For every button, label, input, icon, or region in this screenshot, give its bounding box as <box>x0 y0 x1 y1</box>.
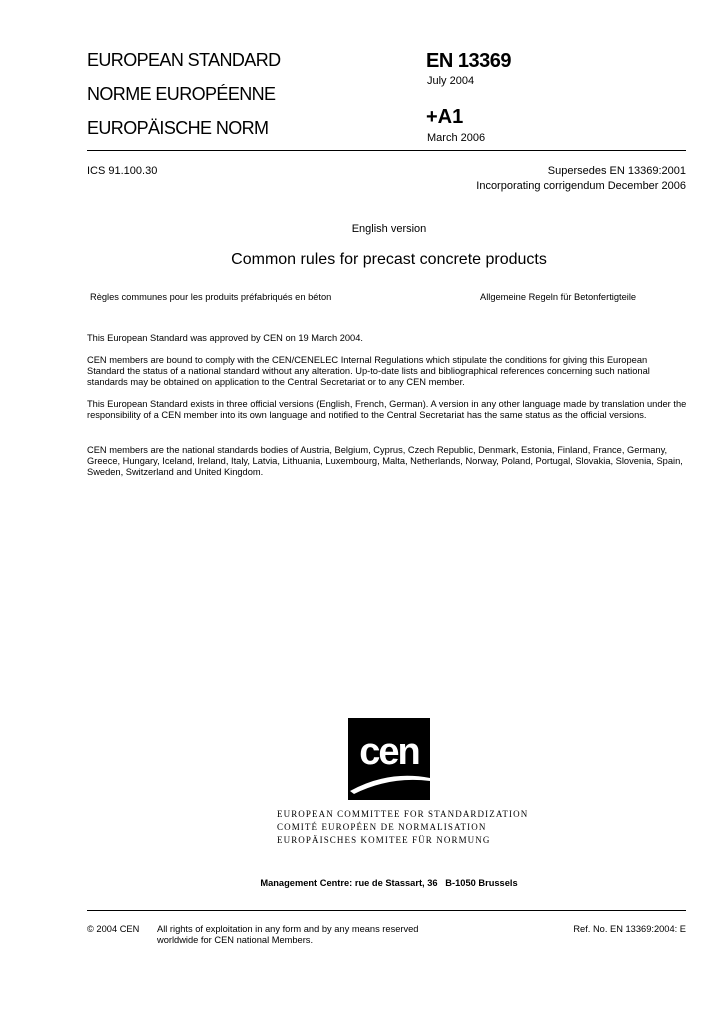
reference-number: Ref. No. EN 13369:2004: E <box>573 924 686 934</box>
supersedes-note: Supersedes EN 13369:2001 <box>547 165 686 177</box>
amendment-label: +A1 <box>426 106 464 128</box>
rights-line-2: worldwide for CEN national Members. <box>157 935 314 945</box>
committee-french: COMITÉ EUROPÉEN DE NORMALISATION <box>277 822 487 832</box>
members-paragraph: CEN members are the national standards bodies of Austria, Belgium, Cyprus, Czech Republic, Denmark, Estonia, Finland, France, Germany, Greece, Hungary, Iceland, Ireland, Italy, Latvia, Lithuania, Luxembourg, Malta, Netherlands, Norway, Poland, Portugal, Slovakia, Slovenia, Spain, Sweden, Switzerland and United Kingdom. <box>87 445 683 477</box>
german-title: Allgemeine Regeln für Betonfertigteile <box>480 292 637 302</box>
standard-date: July 2004 <box>427 75 475 87</box>
copyright: © 2004 CEN <box>87 924 140 934</box>
title-english: EUROPEAN STANDARD <box>87 50 281 70</box>
approval-paragraph: This European Standard was approved by CEN on 19 March 2004. <box>87 333 363 343</box>
cen-logo-text: cen <box>359 731 419 773</box>
ics-code: ICS 91.100.30 <box>87 165 158 177</box>
amendment-date: March 2006 <box>427 132 486 144</box>
version-label: English version <box>351 223 427 235</box>
committee-english: EUROPEAN COMMITTEE FOR STANDARDIZATION <box>277 809 529 819</box>
cen-logo <box>348 718 430 800</box>
standard-number: EN 13369 <box>426 50 511 72</box>
title-french: NORME EUROPÉENNE <box>87 84 276 104</box>
french-title: Règles communes pour les produits préfabriqués en béton <box>90 292 332 302</box>
footer-rule <box>87 910 686 911</box>
rights-line-1: All rights of exploitation in any form and by any means reserved <box>157 924 419 934</box>
versions-paragraph: This European Standard exists in three official versions (English, French, German). A version in any other language made by translation under the responsibility of a CEN member into its own language and notified to the Central Secretariat has the same status as the official versions. <box>87 399 687 420</box>
corrigendum-note: Incorporating corrigendum December 2006 <box>476 180 686 192</box>
header-rule <box>87 150 686 151</box>
title-german: EUROPÄISCHE NORM <box>87 118 269 138</box>
committee-german: EUROPÄISCHES KOMITEE FÜR NORMUNG <box>277 835 491 845</box>
management-centre: Management Centre: rue de Stassart, 36 B-1050 Brussels <box>260 878 518 888</box>
regulations-paragraph: CEN members are bound to comply with the CEN/CENELEC Internal Regulations which stipulate the conditions for giving this European Standard the status of a national standard without any alteration. Up-to-date lists and bibliographical references concerning such national standards may be obtained on application to the Central Secretariat or to any CEN member. <box>87 355 650 387</box>
document-title: Common rules for precast concrete products <box>231 251 547 268</box>
